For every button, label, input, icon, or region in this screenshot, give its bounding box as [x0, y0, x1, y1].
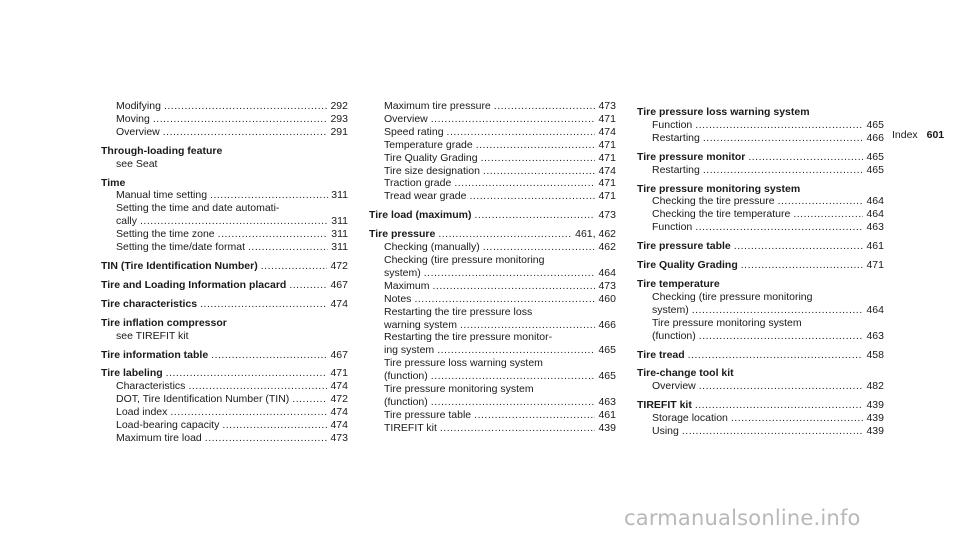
- page-reference: 464: [866, 303, 884, 316]
- page-reference: 464: [598, 266, 616, 279]
- page-reference: 311: [331, 228, 348, 241]
- page-reference: 473: [598, 100, 616, 112]
- index-heading: [637, 183, 884, 196]
- index-subentry: [369, 177, 616, 190]
- index-subentry: [369, 357, 616, 383]
- entry-text: Maximum tire load: [116, 431, 202, 444]
- dot-leader: [483, 242, 596, 254]
- page-reference: 464: [866, 195, 884, 208]
- index-heading: [101, 317, 348, 330]
- index-subentry: [637, 164, 884, 177]
- dot-leader: [494, 101, 596, 113]
- entry-text: Tread wear grade: [384, 190, 467, 203]
- dot-leader: [166, 368, 328, 380]
- page-reference: 471: [598, 138, 616, 151]
- index-subentry: [369, 254, 616, 280]
- index-subentry: [369, 422, 616, 435]
- page-reference: 462: [598, 241, 616, 254]
- dot-leader: [682, 426, 864, 438]
- entry-text: Checking (manually): [384, 241, 480, 254]
- index-subentry: [101, 202, 348, 228]
- index-subentry: [101, 189, 348, 202]
- page-reference: 465: [866, 118, 884, 131]
- dot-leader: [261, 261, 328, 273]
- dot-leader: [470, 191, 596, 203]
- index-heading: [101, 349, 348, 362]
- dot-leader: [205, 433, 328, 445]
- entry-text: Temperature grade: [384, 138, 473, 151]
- entry-text: Tire pressure table: [637, 240, 731, 253]
- page-reference: 463: [866, 329, 884, 342]
- index-subentry: [101, 241, 348, 254]
- entry-text: TIN (Tire Identification Number): [101, 259, 258, 272]
- page-reference: 466: [866, 131, 884, 144]
- index-subentry: [637, 132, 884, 145]
- entry-text: Through-loading feature: [101, 144, 223, 157]
- page-reference: 471: [598, 151, 616, 164]
- page-reference: 474: [598, 125, 616, 138]
- entry-text: Maximum: [384, 279, 430, 292]
- dot-leader: [695, 400, 864, 412]
- dot-leader: [153, 114, 328, 126]
- dot-leader: [734, 241, 864, 253]
- index-heading: [369, 209, 616, 222]
- page-reference: 465: [598, 370, 616, 383]
- page-reference: 471: [598, 112, 616, 125]
- page-reference: 461: [598, 408, 616, 421]
- index-subentry: [369, 280, 616, 293]
- page-reference: 471: [598, 177, 616, 190]
- dot-leader: [447, 127, 596, 139]
- index-subentry: [637, 380, 884, 393]
- entry-text: Tire pressure monitoring system: [652, 316, 802, 329]
- index-subentry: [369, 241, 616, 254]
- entry-text: Checking (tire pressure monitoring: [652, 290, 813, 303]
- dot-leader: [454, 178, 595, 190]
- entry-text: ing system: [384, 344, 435, 357]
- index-heading: [101, 260, 348, 273]
- index-subentry: [369, 113, 616, 126]
- entry-text: Maximum tire pressure: [384, 100, 491, 112]
- entry-text: Tire pressure monitoring system: [637, 182, 801, 195]
- dot-leader: [431, 371, 596, 383]
- page-reference: 474: [598, 164, 616, 177]
- index-see-reference: [101, 158, 348, 171]
- dot-leader: [438, 229, 572, 241]
- dot-leader: [424, 268, 596, 280]
- index-subentry: [369, 190, 616, 203]
- index-subentry: [369, 409, 616, 422]
- entry-text: system): [652, 303, 689, 316]
- page-reference: 474: [330, 297, 348, 310]
- index-subentry: [101, 432, 348, 445]
- dot-leader: [731, 413, 864, 425]
- entry-text: Setting the time/date format: [116, 241, 245, 254]
- page-reference: 464: [866, 208, 884, 221]
- page-reference: 461: [866, 240, 884, 253]
- index-subentry: [369, 100, 616, 113]
- page-reference: 474: [330, 419, 348, 432]
- page-number: 601: [926, 129, 945, 141]
- page-reference: 463: [866, 221, 884, 234]
- index-subentry: [637, 221, 884, 234]
- entry-text: Tire characteristics: [101, 297, 198, 310]
- entry-text: Tire Quality Grading: [384, 151, 478, 164]
- page-reference: 311: [331, 215, 348, 228]
- entry-text: Tire temperature: [637, 277, 720, 290]
- index-subentry: [101, 393, 348, 406]
- entry-text: (function): [384, 395, 428, 408]
- page-reference: 461, 462: [575, 228, 616, 241]
- page-reference: 465: [866, 150, 884, 163]
- entry-text: Tire load (maximum): [369, 209, 472, 222]
- dot-leader: [460, 319, 596, 331]
- entry-text: Tire pressure loss warning system: [637, 106, 810, 118]
- index-subentry: [101, 100, 348, 113]
- entry-text: Tire labeling: [101, 367, 163, 380]
- index-heading: [637, 106, 884, 119]
- entry-text: Tire Quality Grading: [637, 259, 738, 272]
- dot-leader: [695, 120, 863, 132]
- dot-leader: [431, 397, 596, 409]
- index-subentry: [637, 425, 884, 438]
- entry-text: Tire inflation compressor: [101, 316, 227, 329]
- page-reference: 293: [330, 112, 348, 125]
- entry-text: Tire pressure: [369, 228, 436, 241]
- dot-leader: [437, 345, 595, 357]
- entry-text: Tire pressure monitoring system: [384, 383, 534, 396]
- entry-text: TIREFIT kit: [384, 421, 437, 434]
- page-reference: 311: [331, 189, 348, 202]
- entry-text: Overview: [652, 380, 696, 393]
- entry-text: system): [384, 266, 421, 279]
- entry-text: Overview: [384, 112, 428, 125]
- page-reference: 466: [598, 318, 616, 331]
- dot-leader: [793, 209, 863, 221]
- index-subentry: [101, 228, 348, 241]
- entry-text: Traction grade: [384, 177, 452, 190]
- index-column-2: [369, 100, 616, 435]
- index-subentry: [101, 419, 348, 432]
- page-reference: 473: [598, 279, 616, 292]
- index-subentry: [637, 291, 884, 317]
- page-reference: 471: [330, 367, 348, 380]
- entry-text: Function: [652, 118, 693, 131]
- entry-text: Using: [652, 425, 679, 438]
- entry-text: Notes: [384, 292, 412, 305]
- entry-text: Restarting the tire pressure loss: [384, 305, 533, 318]
- dot-leader: [163, 127, 328, 139]
- index-heading: [369, 228, 616, 241]
- index-subentry: [101, 380, 348, 393]
- dot-leader: [433, 281, 596, 293]
- index-heading: [637, 151, 884, 164]
- index-subentry: [369, 165, 616, 178]
- index-subentry: [369, 152, 616, 165]
- entry-text: Function: [652, 221, 693, 234]
- entry-text: Tire tread: [637, 348, 685, 361]
- index-subentry: [637, 412, 884, 425]
- dot-leader: [703, 133, 864, 145]
- index-subentry: [637, 195, 884, 208]
- index-see-reference: [101, 330, 348, 343]
- dot-leader: [741, 260, 864, 272]
- dot-leader: [248, 242, 328, 254]
- entry-text: Characteristics: [116, 380, 186, 393]
- dot-leader: [188, 381, 327, 393]
- dot-leader: [474, 410, 595, 422]
- entry-text: Tire and Loading Information placard: [101, 278, 287, 291]
- index-heading: [101, 367, 348, 380]
- dot-leader: [703, 165, 864, 177]
- index-subentry: [101, 406, 348, 419]
- page-reference: 474: [330, 380, 348, 393]
- dot-leader: [164, 101, 328, 113]
- entry-text: Tire information table: [101, 348, 209, 361]
- index-subentry: [637, 317, 884, 343]
- entry-text: Restarting: [652, 131, 700, 144]
- index-subentry: [637, 208, 884, 221]
- entry-text: Checking the tire pressure: [652, 195, 775, 208]
- dot-leader: [292, 394, 327, 406]
- index-subentry: [101, 126, 348, 139]
- page-reference: 467: [330, 278, 348, 291]
- index-heading: [101, 279, 348, 292]
- dot-leader: [476, 140, 596, 152]
- page-reference: 473: [598, 209, 616, 222]
- page-reference: 465: [598, 344, 616, 357]
- entry-text: Tire pressure monitor: [637, 150, 746, 163]
- page-reference: 439: [866, 399, 884, 412]
- index-subentry: [637, 119, 884, 132]
- dot-leader: [222, 420, 327, 432]
- index-heading: [637, 240, 884, 253]
- page-header: [892, 128, 944, 142]
- dot-leader: [440, 423, 596, 435]
- entry-text: DOT, Tire Identification Number (TIN): [116, 393, 290, 406]
- page-reference: 465: [866, 163, 884, 176]
- entry-text: Restarting: [652, 163, 700, 176]
- dot-leader: [692, 305, 864, 317]
- index-subentry: [369, 306, 616, 332]
- entry-text: Time: [101, 176, 126, 189]
- page-reference: 311: [331, 241, 348, 254]
- dot-leader: [431, 114, 596, 126]
- dot-leader: [218, 229, 329, 241]
- page-reference: 482: [866, 380, 884, 393]
- entry-text: Overview: [116, 125, 160, 138]
- entry-text: see Seat: [116, 157, 158, 170]
- index-subentry: [369, 383, 616, 409]
- dot-leader: [475, 210, 596, 222]
- index-heading: [101, 145, 348, 158]
- page-reference: 460: [598, 292, 616, 305]
- entry-text: TIREFIT kit: [637, 399, 692, 412]
- index-subentry: [369, 126, 616, 139]
- entry-text: Moving: [116, 112, 150, 125]
- entry-text: Setting the time zone: [116, 228, 215, 241]
- dot-leader: [200, 299, 327, 311]
- entry-text: see TIREFIT kit: [116, 329, 189, 342]
- page-reference: 472: [330, 259, 348, 272]
- index-subentry: [101, 113, 348, 126]
- entry-text: Load-bearing capacity: [116, 419, 220, 432]
- entry-text: Speed rating: [384, 125, 444, 138]
- entry-text: Tire pressure loss warning system: [384, 357, 543, 370]
- entry-text: Restarting the tire pressure monitor-: [384, 331, 553, 344]
- page-reference: 291: [330, 125, 348, 138]
- page-reference: 471: [598, 190, 616, 203]
- index-subentry: [369, 293, 616, 306]
- dot-leader: [695, 222, 863, 234]
- index-heading: [637, 367, 884, 380]
- dot-leader: [210, 190, 328, 202]
- page-reference: 458: [866, 348, 884, 361]
- entry-text: Modifying: [116, 100, 161, 112]
- dot-leader: [211, 349, 327, 361]
- index-heading: [637, 278, 884, 291]
- page-reference: 471: [866, 259, 884, 272]
- index-subentry: [369, 331, 616, 357]
- page-reference: 439: [866, 412, 884, 425]
- entry-text: (function): [652, 329, 696, 342]
- dot-leader: [699, 331, 864, 343]
- page-reference: 292: [330, 100, 348, 112]
- page-reference: 439: [598, 421, 616, 434]
- index-heading: [637, 259, 884, 272]
- page-reference: 467: [330, 348, 348, 361]
- entry-text: Tire size designation: [384, 164, 480, 177]
- index-label: Index: [892, 129, 918, 141]
- entry-text: Manual time setting: [116, 189, 208, 202]
- index-heading: [101, 298, 348, 311]
- entry-text: Checking (tire pressure monitoring: [384, 253, 545, 266]
- entry-text: cally: [116, 215, 138, 228]
- index-column-1: [101, 100, 348, 445]
- entry-text: (function): [384, 370, 428, 383]
- entry-text: Load index: [116, 406, 168, 419]
- watermark: carmanualsonline.info: [624, 506, 861, 530]
- entry-text: Storage location: [652, 412, 728, 425]
- dot-leader: [170, 407, 327, 419]
- page-reference: 463: [598, 395, 616, 408]
- entry-text: Tire pressure table: [384, 408, 472, 421]
- dot-leader: [778, 196, 864, 208]
- index-subentry: [369, 139, 616, 152]
- dot-leader: [699, 381, 864, 393]
- entry-text: warning system: [384, 318, 457, 331]
- page-reference: 472: [330, 393, 348, 406]
- entry-text: Tire-change tool kit: [637, 367, 734, 380]
- index-column-3: [637, 100, 884, 438]
- dot-leader: [414, 294, 595, 306]
- page-reference: 474: [330, 406, 348, 419]
- index-heading: [637, 399, 884, 412]
- dot-leader: [748, 152, 863, 164]
- dot-leader: [289, 280, 327, 292]
- page-reference: 439: [866, 425, 884, 438]
- index-heading: [637, 349, 884, 362]
- entry-text: Checking the tire temperature: [652, 208, 791, 221]
- dot-leader: [140, 216, 328, 228]
- dot-leader: [481, 153, 596, 165]
- entry-text: Setting the time and date automati-: [116, 202, 280, 215]
- index-heading: [101, 177, 348, 190]
- page-reference: 473: [330, 431, 348, 444]
- dot-leader: [688, 349, 864, 361]
- dot-leader: [483, 165, 596, 177]
